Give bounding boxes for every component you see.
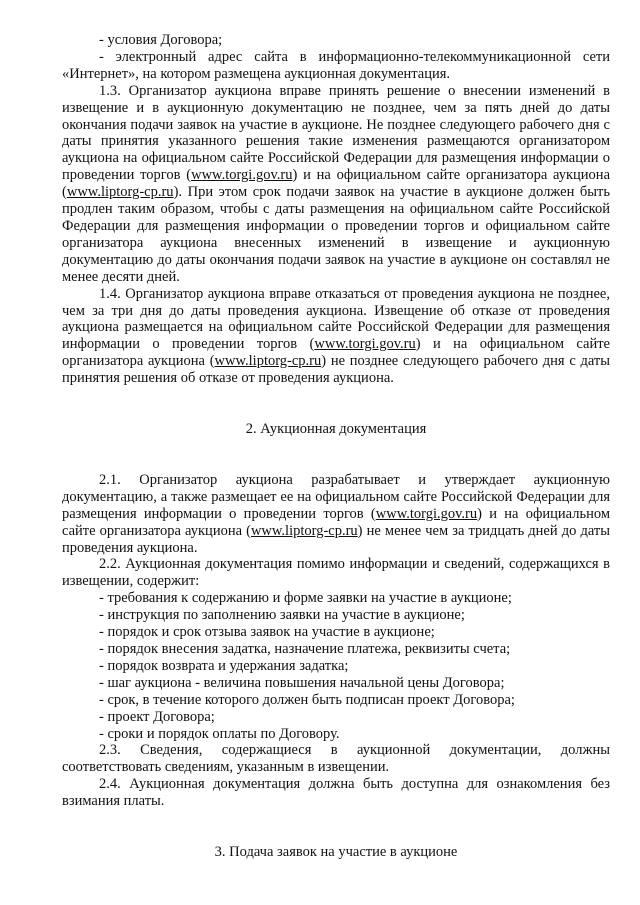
paragraph-1-3-text-b: ) и на официальном сайте организатора аукциона ( xyxy=(62,167,611,201)
paragraph-2-3: 2.3. Сведения, содержащиеся в аукционной документации, должны соответствовать сведениям, указанным в извещении. xyxy=(62,742,610,776)
paragraph-1-3-text-c: ). При этом срок подачи заявок на участие в аукционе должен быть продлен таким образом, чтобы с даты размещения на официальном сайте Российской Федерации для размещения информации о проведении торгов и официальном сайте организатора аукциона внесенных изменений в извещение и аукционную документацию до даты окончания подачи заявок на участие в аукционе он составлял не менее десяти дней. xyxy=(62,184,610,285)
paragraph-2-1-text-a: 2.1. Организатор аукциона разрабатывает и утверждает аукционную документацию, а также размещает ее на официальном сайте Российской Федерации для размещения информации о проведении торгов ( xyxy=(62,471,610,522)
spacer xyxy=(62,810,610,844)
paragraph-2-1-text-b: ) и на официальном сайте организатора аукциона ( xyxy=(62,505,610,539)
list-item: - порядок внесения задатка, назначение платежа, реквизиты счета; xyxy=(99,641,511,657)
paragraph-2-1 xyxy=(62,472,610,557)
list-item: - сроки и порядок оплаты по Договору. xyxy=(99,725,340,742)
list-item: - инструкция по заполнению заявки на участие в аукционе; xyxy=(99,607,465,624)
paragraph-1-3 xyxy=(62,83,610,286)
spacer xyxy=(62,387,610,421)
link-torgi[interactable]: www.torgi.gov.ru xyxy=(314,336,416,353)
paragraph-1-4 xyxy=(62,286,610,387)
list-item-site-address: - электронный адрес сайта в информационно-телекоммуникационной сети «Интернет», на котором размещена аукционная документация. xyxy=(62,48,610,82)
list-item: - шаг аукциона - величина повышения начальной цены Договора; xyxy=(99,674,505,691)
list-item: - порядок возврата и удержания задатка; xyxy=(99,657,349,674)
link-torgi[interactable]: www.torgi.gov.ru xyxy=(375,505,478,522)
paragraph-1-4-text-b: ) и на официальном сайте организатора аукциона ( xyxy=(62,336,610,370)
list-item: - порядок и срок отзыва заявок на участие в аукционе; xyxy=(99,624,435,641)
link-liptorg[interactable]: www.liptorg-cp.ru xyxy=(66,184,174,201)
list-item: - требования к содержанию и форме заявки на участие в аукционе; xyxy=(99,590,512,607)
list-item: - проект Договора; xyxy=(99,708,215,725)
section-3-heading: 3. Подача заявок на участие в аукционе xyxy=(214,844,458,861)
paragraph-1-4-text-c: ) не позднее следующего рабочего дня с даты принятия решения об отказе от проведения аукциона. xyxy=(62,353,611,387)
section-2-heading: 2. Аукционная документация xyxy=(245,421,427,438)
spacer xyxy=(62,438,610,472)
list-item-conditions: - условия Договора; xyxy=(99,32,223,48)
paragraph-2-4: 2.4. Аукционная документация должна быть доступна для ознакомления без взимания платы. xyxy=(62,776,610,810)
link-liptorg[interactable]: www.liptorg-cp.ru xyxy=(214,353,322,370)
link-liptorg[interactable]: www.liptorg-cp.ru xyxy=(250,522,358,539)
link-torgi[interactable]: www.torgi.gov.ru xyxy=(191,167,293,184)
paragraph-1-3-text-a: 1.3. Организатор аукциона вправе принять решение о внесении изменений в извещение и в аукционную документацию не позднее, чем за пять дней до даты окончания подачи заявок на участие в аукционе. Не позднее следующего рабочего дня с даты принятия указанного решения такие изменения размещаются организатором аукциона на официальном сайте Российской Федерации для размещения информации о проведении торгов ( xyxy=(62,82,610,184)
paragraph-2-2: 2.2. Аукционная документация помимо информации и сведений, содержащихся в извещении, содержит: xyxy=(62,556,610,590)
list-item: - срок, в течение которого должен быть подписан проект Договора; xyxy=(99,691,515,708)
paragraph-1-4-text-a: 1.4. Организатор аукциона вправе отказаться от проведения аукциона не позднее, чем за три дня до даты проведения аукциона. Извещение об отказе от проведения аукциона размещается на официальном сайте Российской Федерации для размещения информации о проведении торгов ( xyxy=(62,285,610,353)
document-page xyxy=(62,32,610,861)
paragraph-2-1-text-c: ) не менее чем за тридцать дней до даты проведения аукциона. xyxy=(62,522,610,556)
